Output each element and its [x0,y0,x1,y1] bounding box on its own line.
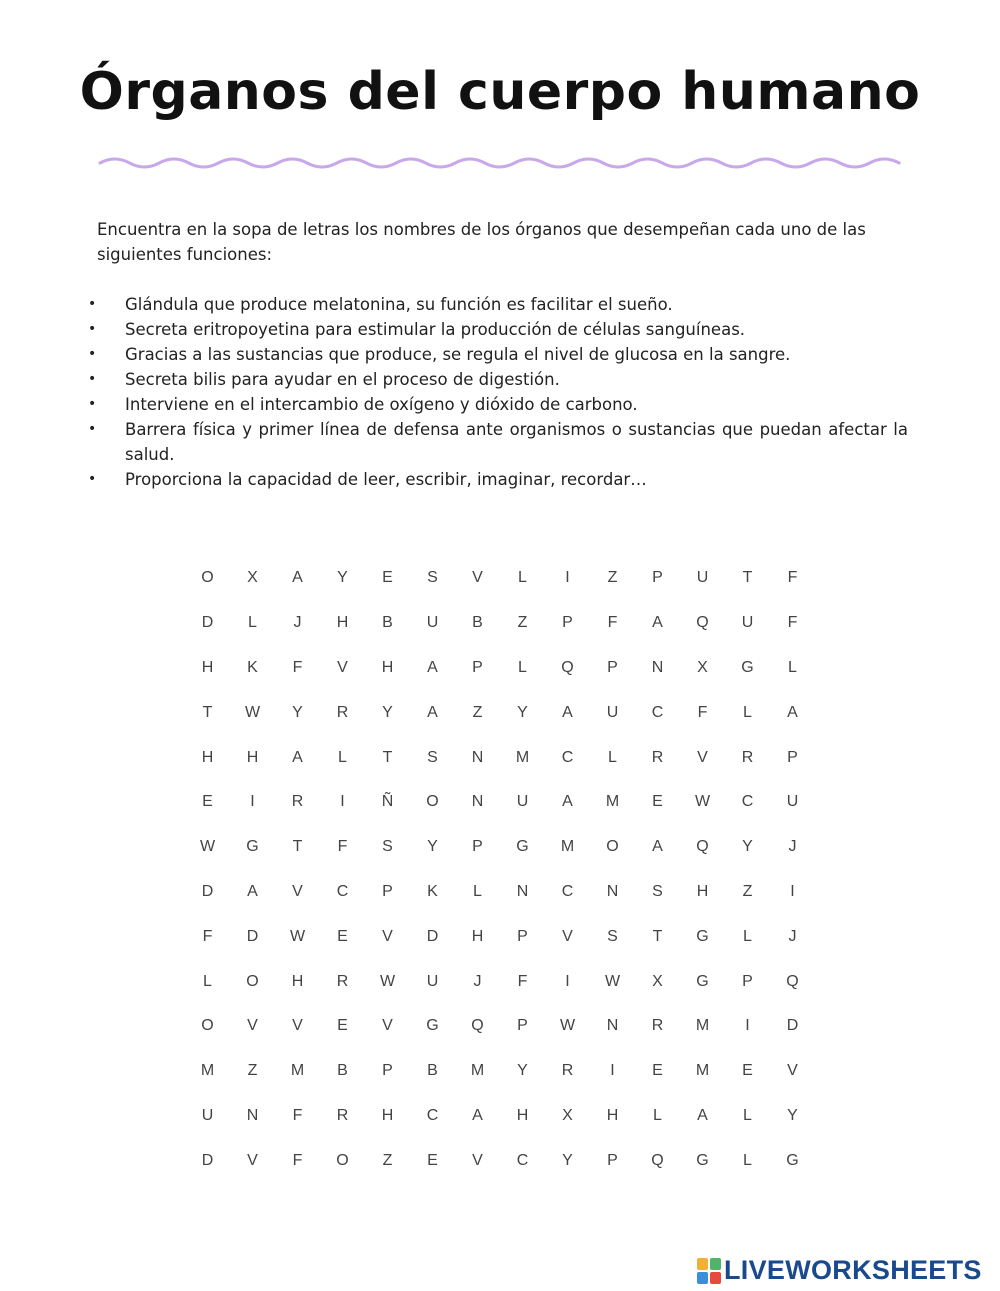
grid-letter[interactable]: B [337,1062,348,1080]
grid-letter[interactable]: Z [517,614,528,632]
grid-letter[interactable]: H [246,748,259,766]
grid-letter[interactable]: J [293,614,302,632]
grid-letter[interactable]: W [199,838,216,856]
bullet-icon: • [88,296,97,312]
grid-row [185,556,815,601]
wavy-divider [98,150,902,176]
grid-row [185,914,815,959]
grid-letter[interactable]: K [247,658,258,676]
grid-letter[interactable]: D [786,1017,799,1035]
grid-letter[interactable]: R [651,748,664,766]
clue-text: Secreta bilis para ayudar en el proceso de digestión. [125,370,560,389]
grid-letter[interactable]: G [741,658,754,676]
grid-letter[interactable]: Q [696,838,709,856]
clue-item [88,342,908,367]
grid-letter[interactable]: V [247,1151,258,1169]
grid-letter[interactable]: W [694,793,711,811]
grid-letter[interactable]: Z [742,882,753,900]
grid-letter[interactable]: O [246,972,259,990]
grid-letter[interactable]: U [516,793,529,811]
grid-letter[interactable]: G [696,972,709,990]
grid-letter[interactable]: Z [472,703,483,721]
grid-letter[interactable]: T [742,569,753,587]
grid-letter[interactable]: N [606,882,619,900]
grid-letter[interactable]: R [561,1062,574,1080]
liveworksheets-logo [697,1255,982,1286]
grid-letter[interactable]: P [562,614,573,632]
grid-letter[interactable]: Z [607,569,618,587]
grid-letter[interactable]: I [565,972,570,990]
clue-text: Secreta eritropoyetina para estimular la producción de células sanguíneas. [125,320,746,339]
grid-letter[interactable]: P [652,569,663,587]
grid-letter[interactable]: G [786,1151,799,1169]
grid-letter[interactable]: L [473,882,482,900]
grid-letter[interactable]: F [517,972,528,990]
grid-letter[interactable]: A [292,748,303,766]
grid-letter[interactable]: M [560,838,575,856]
grid-letter[interactable]: F [292,1151,303,1169]
grid-letter[interactable]: Q [786,972,799,990]
grid-letter[interactable]: W [379,972,396,990]
grid-letter[interactable]: P [742,972,753,990]
bullet-icon: • [88,321,97,337]
bullet-icon: • [88,371,97,387]
grid-letter[interactable]: L [518,569,527,587]
grid-letter[interactable]: I [790,882,795,900]
grid-letter[interactable]: U [606,703,619,721]
grid-letter[interactable]: K [427,882,438,900]
grid-letter[interactable]: U [696,569,709,587]
grid-letter[interactable]: U [741,614,754,632]
grid-letter[interactable]: U [201,1106,214,1124]
grid-letter[interactable]: C [516,1151,529,1169]
grid-letter[interactable]: R [336,703,349,721]
grid-letter[interactable]: P [472,838,483,856]
clue-item [88,417,908,467]
grid-letter[interactable]: O [336,1151,349,1169]
grid-letter[interactable]: F [787,569,798,587]
grid-letter[interactable]: C [426,1106,439,1124]
liveworksheets-logo-icon [697,1258,721,1284]
grid-letter[interactable]: O [201,569,214,587]
grid-letter[interactable]: N [651,658,664,676]
grid-letter[interactable]: U [426,614,439,632]
clue-text: Gracias a las sustancias que produce, se regula el nivel de glucosa en la sangre. [125,345,791,364]
grid-letter[interactable]: P [607,658,618,676]
grid-letter[interactable]: Y [517,1062,528,1080]
grid-letter[interactable]: E [382,569,393,587]
grid-letter[interactable]: J [788,927,797,945]
grid-letter[interactable]: Q [696,614,709,632]
grid-letter[interactable]: F [787,614,798,632]
grid-letter[interactable]: F [202,927,213,945]
grid-letter[interactable]: F [607,614,618,632]
grid-letter[interactable]: M [605,793,620,811]
grid-letter[interactable]: C [561,748,574,766]
grid-letter[interactable]: H [696,882,709,900]
grid-letter[interactable]: L [743,1151,752,1169]
bullet-icon: • [88,396,97,412]
grid-letter[interactable]: Y [427,838,438,856]
grid-letter[interactable]: R [336,1106,349,1124]
grid-row [185,1004,815,1049]
grid-letter[interactable]: M [470,1062,485,1080]
grid-letter[interactable]: Y [562,1151,573,1169]
grid-letter[interactable]: L [653,1106,662,1124]
grid-letter[interactable]: I [340,793,345,811]
grid-letter[interactable]: Y [337,569,348,587]
grid-letter[interactable]: N [471,793,484,811]
grid-letter[interactable]: N [516,882,529,900]
word-search-grid [185,556,815,1183]
grid-letter[interactable]: C [651,703,664,721]
grid-letter[interactable]: M [695,1017,710,1035]
grid-letter[interactable]: R [741,748,754,766]
instructions-text: Encuentra en la sopa de letras los nombres de los órganos que desempeñan cada uno de las siguientes funciones: [97,220,866,264]
grid-letter[interactable]: N [606,1017,619,1035]
bullet-icon: • [88,471,97,487]
grid-letter[interactable]: T [652,927,663,945]
grid-letter[interactable]: S [427,569,438,587]
grid-letter[interactable]: Z [382,1151,393,1169]
grid-letter[interactable]: D [246,927,259,945]
grid-letter[interactable]: O [606,838,619,856]
grid-letter[interactable]: E [427,1151,438,1169]
grid-letter[interactable]: P [382,882,393,900]
grid-row [185,735,815,780]
grid-letter[interactable]: A [697,1106,708,1124]
grid-letter[interactable]: W [244,703,261,721]
clue-text: Interviene en el intercambio de oxígeno y dióxido de carbono. [125,395,638,414]
grid-letter[interactable]: M [515,748,530,766]
grid-letter[interactable]: R [291,793,304,811]
liveworksheets-logo-text: LIVEWORKSHEETS [724,1255,982,1285]
grid-letter[interactable]: U [786,793,799,811]
grid-letter[interactable]: A [562,703,573,721]
grid-letter[interactable]: G [516,838,529,856]
grid-letter[interactable]: Ñ [381,793,394,811]
grid-letter[interactable]: O [426,793,439,811]
grid-letter[interactable]: X [652,972,663,990]
grid-row [185,825,815,870]
clue-text: Barrera física y primer línea de defensa ante organismos o sustancias que puedan afectar la salud. [125,420,908,464]
grid-letter[interactable]: I [610,1062,615,1080]
clue-text: Proporciona la capacidad de leer, escribir, imaginar, recordar… [125,470,647,489]
grid-letter[interactable]: A [652,614,663,632]
grid-letter[interactable]: A [247,882,258,900]
grid-letter[interactable]: H [606,1106,619,1124]
grid-letter[interactable]: L [248,614,257,632]
grid-letter[interactable]: H [291,972,304,990]
grid-letter[interactable]: B [472,614,483,632]
grid-letter[interactable]: E [337,927,348,945]
grid-letter[interactable]: V [472,569,483,587]
clue-item [88,367,908,392]
grid-letter[interactable]: P [472,658,483,676]
clue-item [88,317,908,342]
grid-letter[interactable]: H [201,748,214,766]
grid-letter[interactable]: P [517,1017,528,1035]
grid-letter[interactable]: V [382,927,393,945]
grid-letter[interactable]: G [696,927,709,945]
grid-row [185,1049,815,1094]
grid-letter[interactable]: G [246,838,259,856]
grid-letter[interactable]: S [427,748,438,766]
grid-letter[interactable]: E [202,793,213,811]
grid-letter[interactable]: G [696,1151,709,1169]
grid-letter[interactable]: Q [561,658,574,676]
grid-letter[interactable]: D [201,1151,214,1169]
grid-row [185,690,815,735]
grid-letter[interactable]: H [381,1106,394,1124]
grid-letter[interactable]: P [517,927,528,945]
clue-text: Glándula que produce melatonina, su función es facilitar el sueño. [125,295,673,314]
grid-letter[interactable]: B [382,614,393,632]
grid-letter[interactable]: X [247,569,258,587]
grid-letter[interactable]: S [652,882,663,900]
grid-letter[interactable]: Q [651,1151,664,1169]
grid-letter[interactable]: A [472,1106,483,1124]
page-title: Órganos del cuerpo humano [79,62,921,122]
grid-letter[interactable]: T [292,838,303,856]
grid-letter[interactable]: B [427,1062,438,1080]
grid-letter[interactable]: V [472,1151,483,1169]
grid-letter[interactable]: M [200,1062,215,1080]
grid-letter[interactable]: R [336,972,349,990]
grid-letter[interactable]: W [289,927,306,945]
grid-letter[interactable]: Y [787,1106,798,1124]
grid-letter[interactable]: Y [382,703,393,721]
grid-letter[interactable]: J [788,838,797,856]
bullet-icon: • [88,346,97,362]
clue-list [88,292,908,492]
grid-letter[interactable]: Q [471,1017,484,1035]
grid-letter[interactable]: L [743,703,752,721]
grid-letter[interactable]: Z [247,1062,258,1080]
grid-letter[interactable]: Y [517,703,528,721]
grid-letter[interactable]: L [203,972,212,990]
grid-letter[interactable]: Y [292,703,303,721]
grid-letter[interactable]: N [246,1106,259,1124]
grid-letter[interactable]: V [697,748,708,766]
grid-row [185,601,815,646]
grid-row [185,1138,815,1183]
grid-letter[interactable]: A [427,658,438,676]
grid-letter[interactable]: A [292,569,303,587]
grid-letter[interactable]: T [202,703,213,721]
bullet-icon: • [88,421,97,437]
grid-letter[interactable]: C [741,793,754,811]
grid-row [185,646,815,691]
grid-letter[interactable]: P [607,1151,618,1169]
grid-letter[interactable]: D [201,882,214,900]
grid-row [185,1094,815,1139]
grid-letter[interactable]: E [652,1062,663,1080]
grid-letter[interactable]: D [426,927,439,945]
grid-letter[interactable]: L [743,927,752,945]
grid-letter[interactable]: W [604,972,621,990]
grid-letter[interactable]: T [382,748,393,766]
grid-letter[interactable]: I [745,1017,750,1035]
grid-letter[interactable]: Y [742,838,753,856]
grid-row [185,870,815,915]
grid-letter[interactable]: E [652,793,663,811]
grid-letter[interactable]: V [292,882,303,900]
grid-letter[interactable]: M [290,1062,305,1080]
grid-letter[interactable]: A [787,703,798,721]
grid-letter[interactable]: V [247,1017,258,1035]
grid-letter[interactable]: H [201,658,214,676]
grid-letter[interactable]: I [250,793,255,811]
grid-letter[interactable]: I [565,569,570,587]
grid-letter[interactable]: A [652,838,663,856]
grid-letter[interactable]: A [562,793,573,811]
grid-letter[interactable]: F [337,838,348,856]
grid-letter[interactable]: H [516,1106,529,1124]
grid-letter[interactable]: N [471,748,484,766]
grid-letter[interactable]: A [427,703,438,721]
grid-row [185,959,815,1004]
grid-letter[interactable]: L [788,658,797,676]
grid-letter[interactable]: S [607,927,618,945]
grid-letter[interactable]: C [336,882,349,900]
grid-letter[interactable]: V [292,1017,303,1035]
grid-letter[interactable]: V [337,658,348,676]
grid-letter[interactable]: F [292,658,303,676]
grid-letter[interactable]: H [381,658,394,676]
grid-letter[interactable]: E [337,1017,348,1035]
clue-item [88,292,908,317]
grid-letter[interactable]: H [336,614,349,632]
grid-letter[interactable]: V [787,1062,798,1080]
grid-letter[interactable]: P [787,748,798,766]
grid-letter[interactable]: S [382,838,393,856]
clue-item [88,392,908,417]
grid-letter[interactable]: X [697,658,708,676]
grid-letter[interactable]: L [743,1106,752,1124]
grid-letter[interactable]: M [695,1062,710,1080]
grid-letter[interactable]: L [338,748,347,766]
grid-letter[interactable]: R [651,1017,664,1035]
grid-letter[interactable]: E [742,1062,753,1080]
grid-letter[interactable]: F [292,1106,303,1124]
grid-letter[interactable]: H [471,927,484,945]
grid-letter[interactable]: P [382,1062,393,1080]
grid-row [185,780,815,825]
grid-letter[interactable]: V [382,1017,393,1035]
grid-letter[interactable]: G [426,1017,439,1035]
clue-item [88,467,908,492]
grid-letter[interactable]: D [201,614,214,632]
grid-letter[interactable]: U [426,972,439,990]
grid-letter[interactable]: W [559,1017,576,1035]
grid-letter[interactable]: C [561,882,574,900]
grid-letter[interactable]: O [201,1017,214,1035]
grid-letter[interactable]: L [608,748,617,766]
grid-letter[interactable]: V [562,927,573,945]
grid-letter[interactable]: L [518,658,527,676]
grid-letter[interactable]: X [562,1106,573,1124]
grid-letter[interactable]: J [473,972,482,990]
grid-letter[interactable]: F [697,703,708,721]
